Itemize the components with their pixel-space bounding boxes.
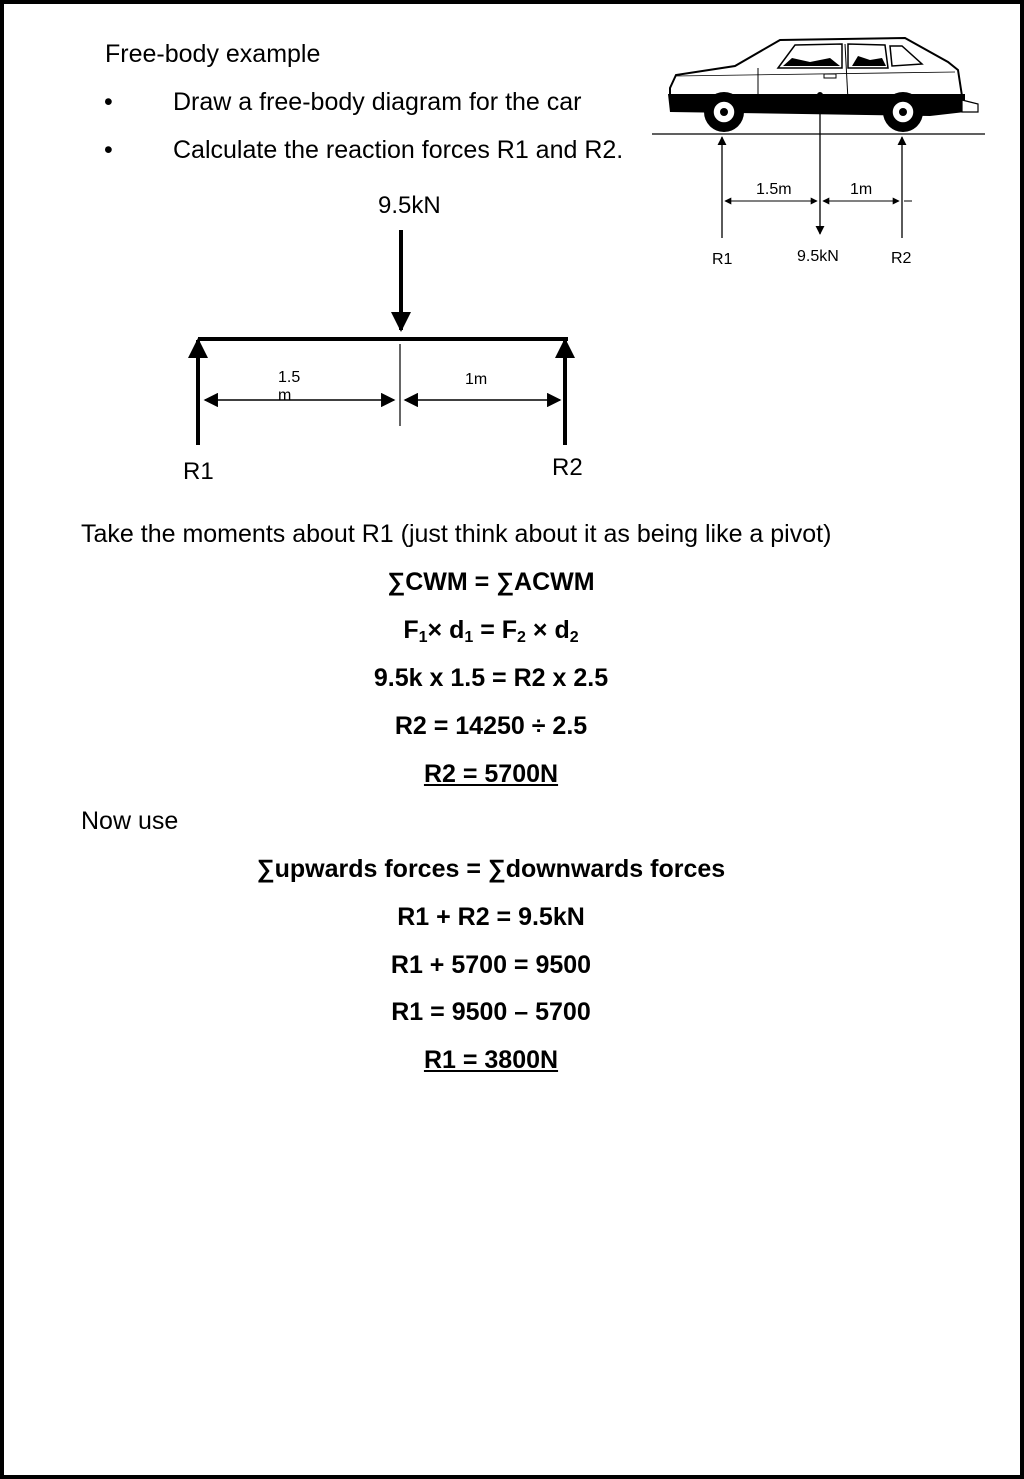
- beam-r2-label: R2: [552, 454, 583, 481]
- car-r2-label: R2: [891, 250, 912, 267]
- beam-freebody-diagram: [170, 185, 610, 490]
- beam-load-label: 9.5kN: [378, 192, 441, 219]
- r1-result: R1 = 3800N: [423, 1046, 559, 1074]
- car-load-label: 9.5kN: [797, 248, 839, 265]
- moments-intro: Take the moments about R1 (just think about it as being like a pivot): [81, 520, 832, 548]
- car-freebody-figure: [645, 30, 985, 275]
- forces-equation-rearranged: R1 = 9500 – 5700: [391, 998, 591, 1026]
- moments-equation-formula: $F_1\times d_1 = F_2 \times d_2$: [403, 616, 579, 646]
- bullet-text-calculate: Calculate the reaction forces R1 and R2.: [173, 136, 624, 164]
- r2-result: R2 = 5700N: [423, 760, 559, 788]
- car-dim-right-label: 1m: [850, 181, 873, 198]
- beam-r1-label: R1: [183, 458, 214, 485]
- bullet-text-draw-diagram: Draw a free-body diagram for the car: [173, 88, 582, 116]
- car-r1-label: R1: [712, 251, 733, 268]
- car-dim-left-label: 1.5m: [756, 181, 792, 198]
- forces-equation-substitution: R1 + 5700 = 9500: [390, 951, 592, 979]
- forces-equation-principle: ∑upwards forces = ∑downwards forces: [256, 855, 726, 883]
- forces-intro: Now use: [81, 807, 179, 835]
- page-title: Free-body example: [105, 40, 321, 68]
- forces-equation-sum: R1 + R2 = 9.5kN: [397, 903, 585, 931]
- bullet-marker: •: [104, 136, 113, 164]
- bullet-marker: •: [104, 88, 113, 116]
- beam-dim-right-label: 1m: [465, 371, 488, 388]
- car-illustration: [652, 38, 985, 134]
- moments-equation-rearranged: R2 = 14250 ÷ 2.5: [394, 712, 588, 740]
- moments-equation-substitution: 9.5k x 1.5 = R2 x 2.5: [373, 664, 609, 692]
- moments-equation-principle: ∑CWM = ∑ACWM: [387, 568, 595, 596]
- beam-dim-left-label: 1.5 m: [278, 369, 301, 404]
